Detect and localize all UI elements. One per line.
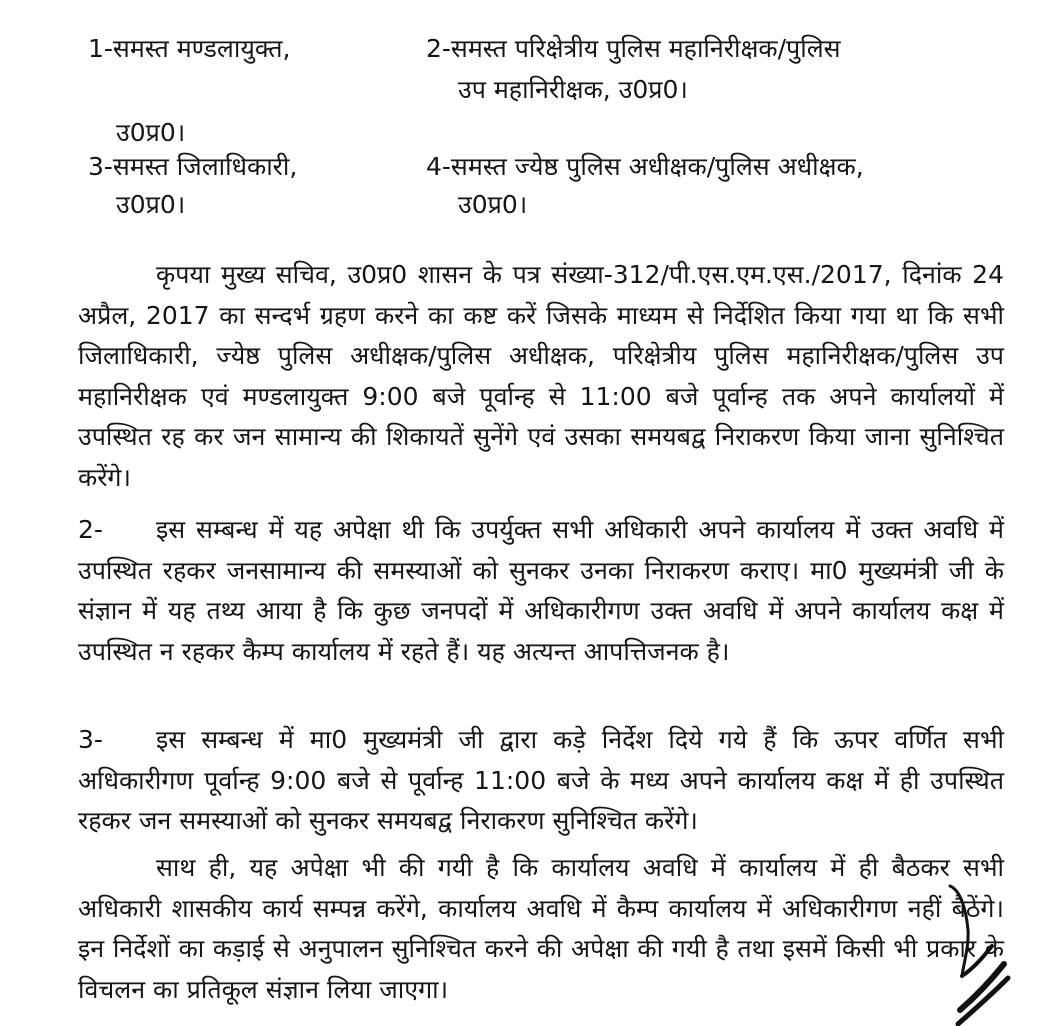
- body-paragraph-2: [78, 510, 1004, 672]
- addressee-3-line2: उ0प्र0।: [116, 190, 186, 219]
- addressee-4-line2: उ0प्र0।: [458, 190, 528, 219]
- body-paragraph-1: कृपया मुख्य सचिव, उ0प्र0 शासन के पत्र संख्या-312/पी.एस.एम.एस./2017, दिनांक 24 अप्रैल, 2017 का सन्दर्भ ग्रहण करने का कष्ट करें जिसके माध्यम से निर्देशित किया गया था कि सभी जिलाधिकारी, ज्येष्ठ पुलिस अधीक्षक/पुलिस अधीक्षक, परिक्षेत्रीय पुलिस महानिरीक्षक/पुलिस उप महानिरीक्षक एवं मण्डलायुक्त 9:00 बजे पूर्वान्ह से 11:00 बजे पूर्वान्ह तक अपने कार्यालयों में उपस्थित रह कर जन सामान्य की शिकायतें सुनेंगे एवं उसका समयबद्व निराकरण किया जाना सुनिश्चित करेंगे।: [78, 260, 1004, 492]
- paragraph-2-text: इस सम्बन्ध में यह अपेक्षा थी कि उपर्युक्त सभी अधिकारी अपने कार्यालय में उक्त अवधि में उपस्थित रहकर जनसामान्य की समस्याओं को सुनकर उनका निराकरण कराए। मा0 मुख्यमंत्री जी के संज्ञान में यह तथ्य आया है कि कुछ जनपदों में अधिकारीगण उक्त अवधि में अपने कार्यालय कक्ष में उपस्थित न रहकर कैम्प कार्यालय में रहते हैं। यह अत्यन्त आपत्तिजनक है।: [78, 515, 1004, 666]
- addressee-2-line2: उप महानिरीक्षक, उ0प्र0।: [458, 75, 688, 104]
- paragraph-3-number: 3-: [78, 725, 103, 754]
- body-paragraph-3: [78, 720, 1004, 842]
- addressee-1-line2: उ0प्र0।: [116, 118, 186, 147]
- handwritten-signature-icon: [944, 860, 1024, 1026]
- paragraph-2-number: 2-: [78, 515, 103, 544]
- addressee-4-line1: 4-समस्त ज्येष्ठ पुलिस अधीक्षक/पुलिस अधीक्षक,: [426, 152, 864, 181]
- addressee-1-line1: 1-समस्त मण्डलायुक्त,: [88, 34, 291, 63]
- addressee-2-line1: 2-समस्त परिक्षेत्रीय पुलिस महानिरीक्षक/पुलिस: [426, 34, 841, 63]
- body-paragraph-4: साथ ही, यह अपेक्षा भी की गयी है कि कार्यालय अवधि में कार्यालय में ही बैठकर सभी अधिकारी शासकीय कार्य सम्पन्न करेंगे, कार्यालय अवधि में कैम्प कार्यालय में अधिकारीगण नहीं बैठेंगे। इन निर्देशों का कड़ाई से अनुपालन सुनिश्चित करने की अपेक्षा की गयी है तथा इसमें किसी भी प्रकार के विचलन का प्रतिकूल संज्ञान लिया जाएगा।: [78, 853, 1004, 1004]
- paragraph-3-text: इस सम्बन्ध में मा0 मुख्यमंत्री जी द्वारा कड़े निर्देश दिये गये हैं कि ऊपर वर्णित सभी अधिकारीगण पूर्वान्ह 9:00 बजे से पूर्वान्ह 11:00 बजे के मध्य अपने कार्यालय कक्ष में ही उपस्थित रहकर जन समस्याओं को सुनकर समयबद्व निराकरण सुनिश्चित करेंगे।: [78, 725, 1004, 836]
- addressee-3-line1: 3-समस्त जिलाधिकारी,: [88, 152, 298, 181]
